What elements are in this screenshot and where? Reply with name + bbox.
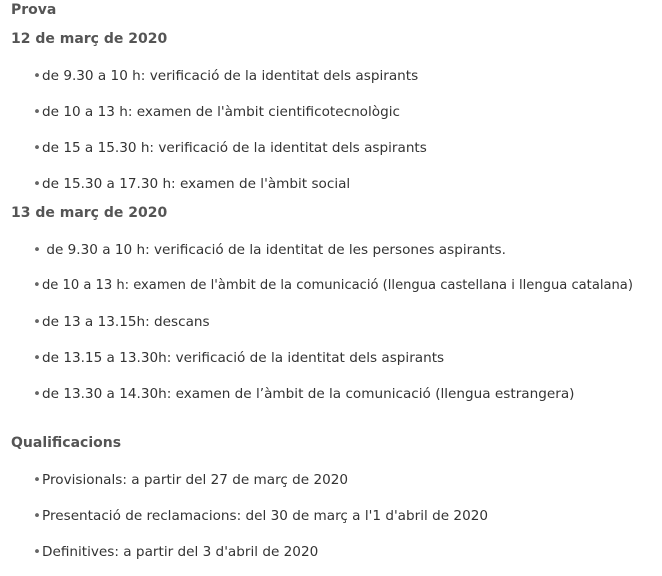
list-item (33, 176, 350, 192)
list-item-text: de 9.30 a 10 h: verificació de la identitat dels aspirants (42, 68, 419, 84)
list-item-text: de 15.30 a 17.30 h: examen de l'àmbit social (42, 176, 351, 192)
bullet-icon: • (33, 350, 42, 366)
bullet-icon: • (33, 104, 42, 120)
bullet-icon: • (33, 544, 42, 560)
list-item (33, 472, 348, 488)
section-heading-prova: Prova (11, 2, 57, 18)
list-item (33, 104, 400, 120)
list-item-text: de 10 a 13 h: examen de l'àmbit cientificotecnològic (42, 104, 400, 120)
section-heading-12-marc: 12 de març de 2020 (11, 31, 168, 47)
list-item-text: Definitives: a partir del 3 d'abril de 2020 (42, 544, 319, 560)
section-heading-13-marc: 13 de març de 2020 (11, 205, 168, 221)
bullet-icon: • (33, 68, 42, 84)
list-item (33, 68, 418, 84)
list-item (33, 278, 633, 293)
list-item (33, 140, 427, 156)
list-item (33, 544, 318, 560)
bullet-icon: • (33, 508, 42, 524)
list-item (33, 386, 574, 402)
list-item (33, 242, 506, 258)
bullet-icon: • (33, 140, 42, 156)
list-item-text: Presentació de reclamacions: del 30 de març a l'1 d'abril de 2020 (42, 508, 489, 524)
bullet-icon: • (33, 472, 42, 488)
list-item-text: Provisionals: a partir del 27 de març de 2020 (42, 472, 349, 488)
list-item-text: de 13.15 a 13.30h: verificació de la identitat dels aspirants (42, 350, 445, 366)
list-item-text: de 13 a 13.15h: descans (42, 314, 210, 330)
bullet-icon: • (33, 242, 42, 258)
list-item (33, 314, 210, 330)
list-item (33, 508, 488, 524)
bullet-icon: • (33, 176, 42, 192)
list-item (33, 350, 444, 366)
bullet-icon: • (33, 386, 42, 402)
bullet-icon: • (33, 278, 41, 293)
list-item-text: de 15 a 15.30 h: verificació de la identitat dels aspirants (42, 140, 427, 156)
list-item-text: de 9.30 a 10 h: verificació de la identitat de les persones aspirants. (42, 242, 506, 258)
section-heading-qualificacions: Qualificacions (11, 435, 122, 451)
bullet-icon: • (33, 314, 42, 330)
list-item-text: de 10 a 13 h: examen de l'àmbit de la comunicació (llengua castellana i llengua catalana) (42, 278, 633, 293)
list-item-text: de 13.30 a 14.30h: examen de l’àmbit de la comunicació (llengua estrangera) (42, 386, 575, 402)
